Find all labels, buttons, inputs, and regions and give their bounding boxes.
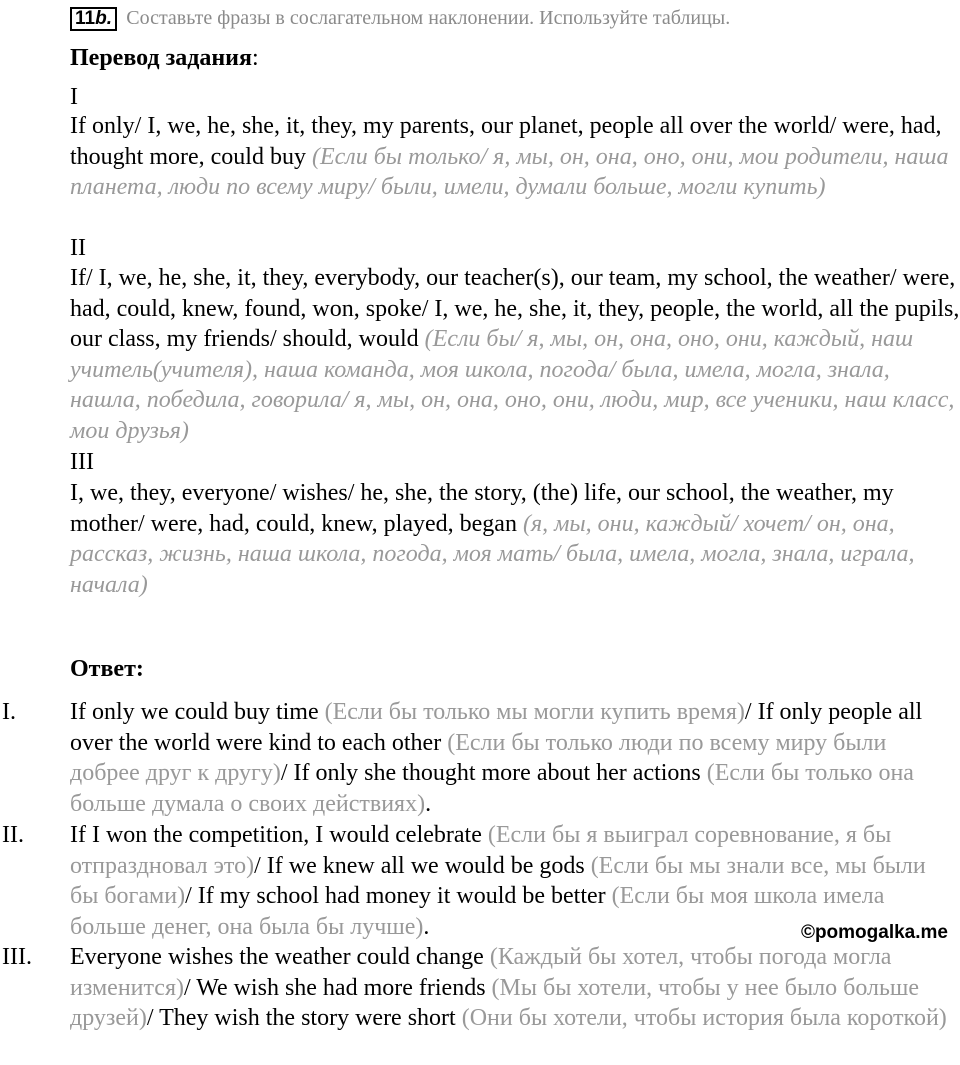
answer-phrase: / If my school had money it would be better: [185, 883, 612, 909]
answer-translation: (Они бы хотели, чтобы история была короткой): [461, 1005, 947, 1031]
answer-phrase: / If we knew all we would be gods: [254, 852, 591, 879]
answer-phrase: / They wish the story were short: [146, 1005, 462, 1031]
answer-phrase: / If only she thought more about her actions: [280, 760, 707, 786]
task-header: [70, 4, 730, 31]
answer-phrase: .: [425, 790, 432, 817]
section-text-3: I, we, they, everyone/ wishes/ he, she, the story, (the) life, our school, the weather, my mother/ were, had, could, knew, played, began (я, мы, они, каждый/ хочет/ он, она, рассказ, жизнь, наша школа, погода, моя мать/ была, имела, могла, знала, играла, начала): [70, 480, 915, 598]
section-text-2: If/ I, we, he, she, it, they, everybody, our teacher(s), our team, my school, the weather/ were, had, could, knew, found, won, spoke/ I, we, he, she, it, they, people, the world, all the pupils, our class, my friends/ should, would (Если бы/ я, мы, он, она, оно, они, каждый, наш учитель(учителя), наша команда, моя школа, погода/ была, имела, могла, знала, нашла, победила, говорила/ я, мы, он, она, оно, они, люди, мир, все ученики, наш класс, мои друзья): [70, 265, 960, 444]
answer-translation: (Если бы только люди по всему миру были добрее друг к другу): [70, 729, 887, 786]
section-numeral-3: III: [70, 449, 94, 475]
answer-phrase: / If only people all over the world were kind to each other: [70, 699, 923, 756]
answer-phrase: If I won the competition, I would celebrate: [70, 822, 488, 848]
answer-phrase: Everyone wishes the weather could change: [70, 944, 490, 970]
watermark: ©pomogalka.me: [800, 922, 948, 943]
answer-phrase: .: [423, 913, 430, 940]
answer-numeral-3: III.: [2, 944, 32, 970]
section-translation-2: (Если бы/ я, мы, он, она, оно, они, каждый, наш учитель(учителя), наша команда, моя школа, погода/ была, имела, могла, знала, нашла, победила, говорила/ я, мы, он, она, оно, они, люди, мир, все ученики, наш класс, мои друзья): [70, 326, 955, 444]
answer-phrase: If only we could buy time: [70, 699, 325, 725]
answer-translation: (Если бы мы знали все, мы были бы богами): [70, 852, 926, 909]
section-numeral-2: II: [70, 235, 86, 261]
answer-item-3: [70, 942, 955, 1034]
answer-item-1: [70, 697, 955, 819]
answer-translation: (Если бы только она больше думала о своих действиях): [70, 760, 914, 817]
answer-translation: (Каждый бы хотел, чтобы погода могла изменится): [70, 944, 892, 1001]
task-number-badge: 11b.: [70, 7, 117, 31]
section-numeral-1: I: [70, 84, 78, 110]
section-translation-1: (Если бы только/ я, мы, он, она, оно, они, мои родители, наша планета, люди по всему миру/ были, имели, думали больше, могли купить): [70, 143, 949, 200]
answer-numeral-2: II.: [2, 822, 24, 848]
answer-translation: (Мы бы хотели, чтобы у нее было больше друзей): [70, 974, 920, 1031]
answer-phrase: / We wish she had more friends: [183, 974, 492, 1001]
answer-translation: (Если бы моя школа имела больше денег, она была бы лучше): [70, 883, 885, 940]
translation-heading: Перевод задания:: [70, 45, 259, 71]
section-translation-3: (я, мы, они, каждый/ хочет/ он, она, рассказ, жизнь, наша школа, погода, моя мать/ была, имела, могла, знала, играла, начала): [70, 510, 915, 598]
answer-translation: (Если бы только мы могли купить время): [324, 699, 745, 725]
answer-heading: Ответ:: [70, 656, 144, 682]
task-instruction: Составьте фразы в сослагательном наклонении. Используйте таблицы.: [126, 7, 731, 29]
section-text-1: If only/ I, we, he, she, it, they, my parents, our planet, people all over the world/ were, had, thought more, could buy (Если бы только/ я, мы, он, она, оно, они, мои родители, наша планета, люди по всему миру/ были, имели, думали больше, могли купить): [70, 113, 949, 200]
answer-translation: (Если бы я выиграл соревнование, я бы отпраздновал это): [70, 822, 892, 879]
answer-numeral-1: I.: [2, 699, 16, 725]
